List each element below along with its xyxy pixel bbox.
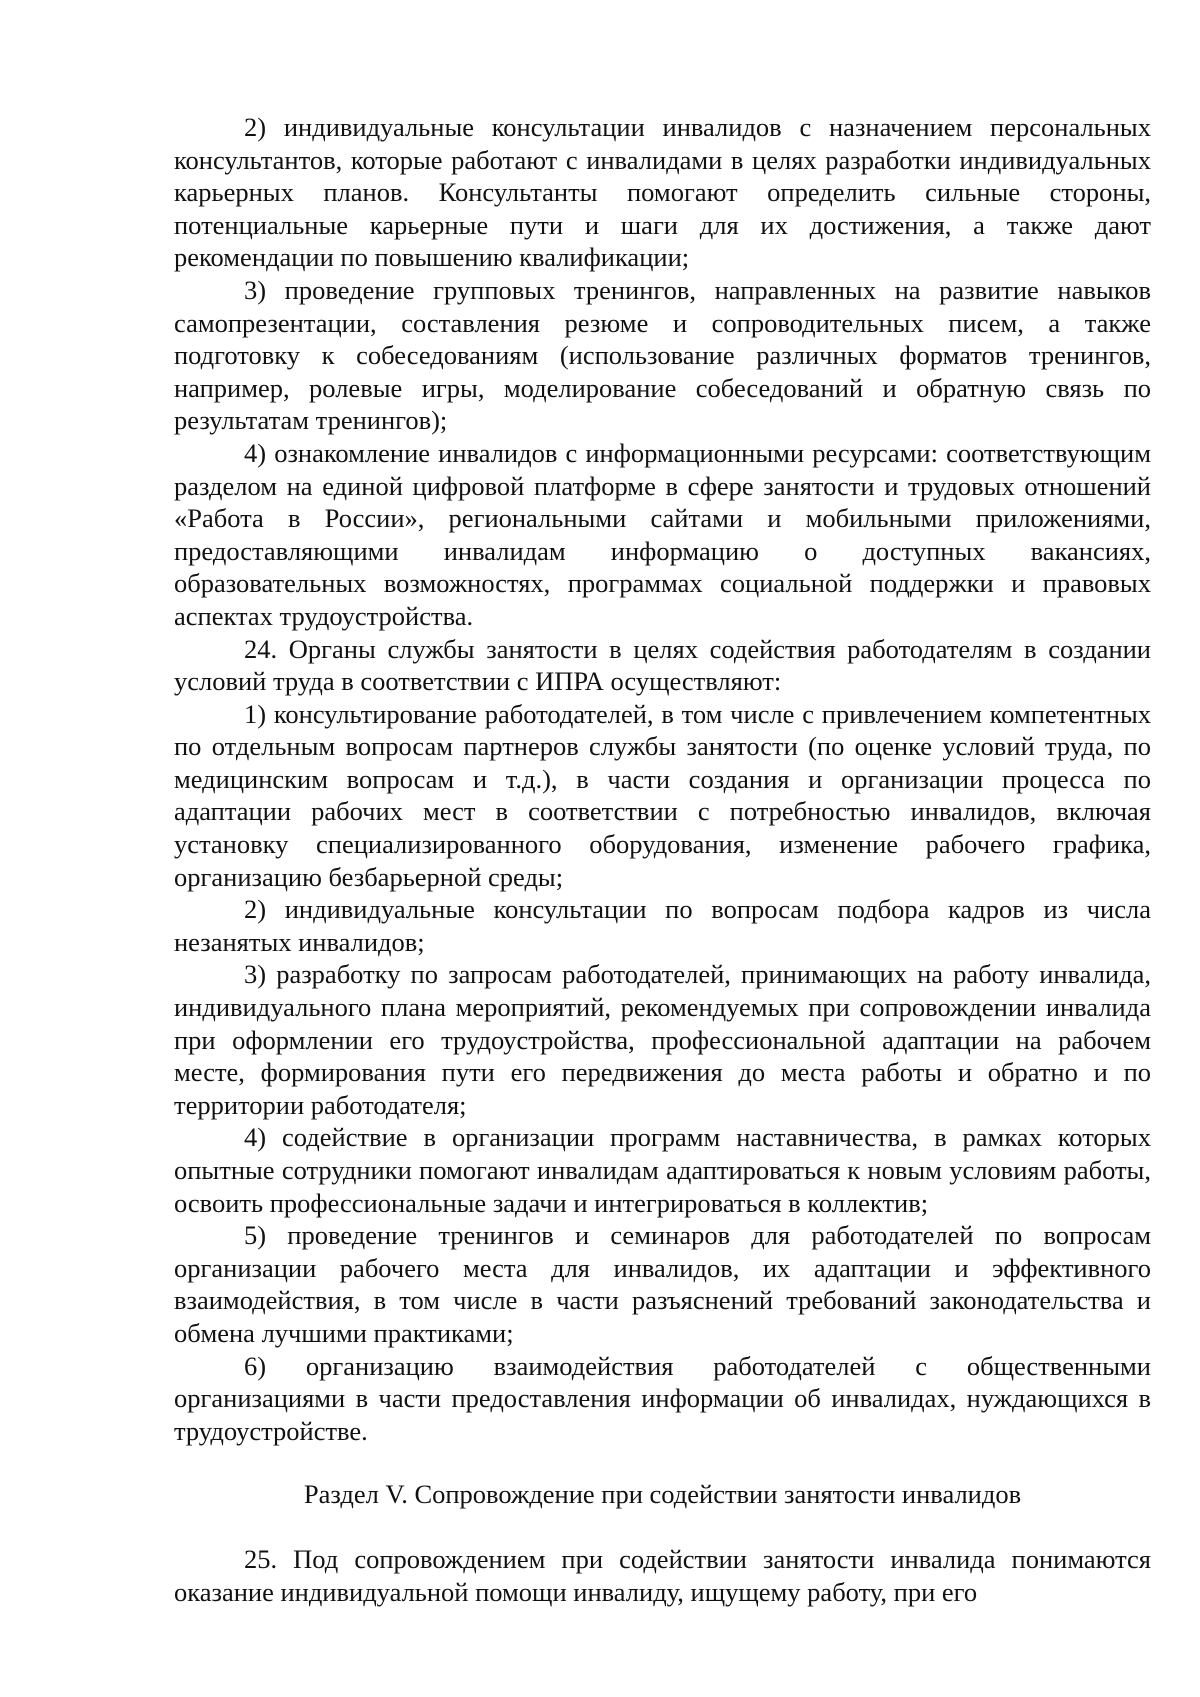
paragraph-employer-item-4: 4) содействие в организации программ наставничества, в рамках которых опытные сотрудники помогают инвалидам адаптироваться к новым условиям работы, освоить профессиональные задачи и интегрироваться в коллектив; bbox=[174, 1122, 1151, 1218]
paragraph-clause-24: 24. Органы службы занятости в целях содействия работодателям в создании условий труда в соответствии с ИПРА осуществляют: bbox=[174, 633, 1151, 697]
document-page bbox=[174, 111, 1151, 1608]
paragraph-item-2-consultations: 2) индивидуальные консультации инвалидов с назначением персональных консультантов, которые работают с инвалидами в целях разработки индивидуальных карьерных планов. Консультанты помогают определить сильные стороны, потенциальные карьерные пути и шаги для их достижения, а также дают рекомендации по повышению квалификации; bbox=[174, 112, 1151, 273]
paragraph-employer-item-5: 5) проведение тренингов и семинаров для работодателей по вопросам организации рабочего места для инвалидов, их адаптации и эффективного взаимодействия, в том числе в части разъяснений требований законодательства и обмена лучшими практиками; bbox=[174, 1220, 1151, 1348]
paragraph-employer-item-6: 6) организацию взаимодействия работодателей с общественными организациями в части предоставления информации об инвалидах, нуждающихся в трудоустройстве. bbox=[174, 1350, 1151, 1446]
paragraph-employer-item-3: 3) разработку по запросам работодателей, принимающих на работу инвалида, индивидуального плана мероприятий, рекомендуемых при сопровождении инвалида при оформлении его трудоустройства, профессиональной адаптации на рабочем месте, формирования пути его передвижения до места работы и обратно и по территории работодателя; bbox=[174, 959, 1151, 1120]
paragraph-clause-25: 25. Под сопровождением при содействии занятости инвалида понимаются оказание индивидуальной помощи инвалиду, ищущему работу, при его bbox=[174, 1543, 1151, 1607]
paragraph-employer-item-2: 2) индивидуальные консультации по вопросам подбора кадров из числа незанятых инвалидов; bbox=[174, 894, 1151, 957]
paragraph-employer-item-1: 1) консультирование работодателей, в том числе с привлечением компетентных по отдельным вопросам партнеров службы занятости (по оценке условий труда, по медицинским вопросам и т.д.), в части создания и организации процесса по адаптации рабочих мест в соответствии с потребностью инвалидов, включая установку специализированного оборудования, изменение рабочего графика, организацию безбарьерной среды; bbox=[174, 698, 1151, 892]
paragraph-item-4-resources: 4) ознакомление инвалидов с информационными ресурсами: соответствующим разделом на единой цифровой платформе в сфере занятости и трудовых отношений «Работа в России», региональными сайтами и мобильными приложениями, предоставляющими инвалидам информацию о доступных вакансиях, образовательных возможностях, программах социальной поддержки и правовых аспектах трудоустройства. bbox=[174, 437, 1151, 631]
paragraph-item-3-trainings: 3) проведение групповых тренингов, направленных на развитие навыков самопрезентации, составления резюме и сопроводительных писем, а также подготовку к собеседованиям (использование различных форматов тренингов, например, ролевые игры, моделирование собеседований и обратную связь по результатам тренингов); bbox=[174, 274, 1151, 436]
section-heading: Раздел V. Сопровождение при содействии занятости инвалидов bbox=[303, 1479, 1022, 1510]
